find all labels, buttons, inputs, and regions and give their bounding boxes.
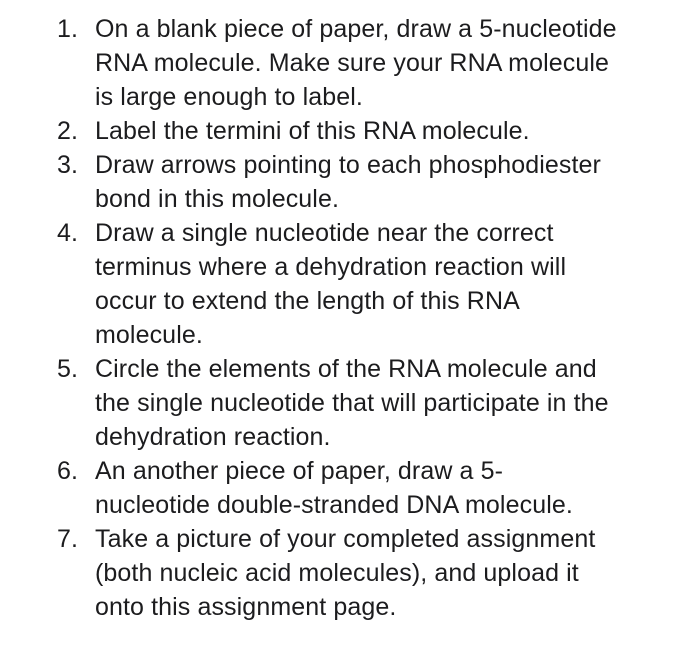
- item-number: 6.: [57, 457, 79, 485]
- item-line: Draw arrows pointing to each phosphodiester: [95, 151, 601, 179]
- instruction-list: [0, 12, 700, 624]
- item-line: terminus where a dehydration reaction will: [95, 253, 567, 281]
- instruction-item-2: [0, 114, 700, 148]
- item-number: 3.: [57, 151, 79, 179]
- item-line: An another piece of paper, draw a 5-: [95, 457, 504, 485]
- item-number: 1.: [57, 15, 79, 43]
- item-line: dehydration reaction.: [95, 423, 331, 451]
- item-number: 4.: [57, 219, 79, 247]
- item-line: (both nucleic acid molecules), and upload it: [95, 559, 579, 587]
- item-line: Label the termini of this RNA molecule.: [95, 117, 530, 145]
- item-line: occur to extend the length of this RNA: [95, 287, 520, 315]
- item-line: RNA molecule. Make sure your RNA molecule: [95, 49, 610, 77]
- item-line: On a blank piece of paper, draw a 5-nucleotide: [95, 15, 617, 43]
- instruction-item-4: [0, 216, 700, 352]
- item-line: nucleotide double-stranded DNA molecule.: [95, 491, 573, 519]
- item-line: Draw a single nucleotide near the correct: [95, 219, 554, 247]
- item-number: 7.: [57, 525, 79, 553]
- item-line: Circle the elements of the RNA molecule and: [95, 355, 597, 383]
- item-line: is large enough to label.: [95, 83, 363, 111]
- item-number: 5.: [57, 355, 79, 383]
- instruction-item-5: [0, 352, 700, 454]
- item-line: Take a picture of your completed assignment: [95, 525, 596, 553]
- instruction-item-3: [0, 148, 700, 216]
- instruction-item-1: [0, 12, 700, 114]
- instruction-item-6: [0, 454, 700, 522]
- instruction-item-7: [0, 522, 700, 624]
- item-line: bond in this molecule.: [95, 185, 340, 213]
- item-line: the single nucleotide that will participate in the: [95, 389, 609, 417]
- item-line: molecule.: [95, 321, 203, 349]
- item-number: 2.: [57, 117, 79, 145]
- item-line: onto this assignment page.: [95, 593, 397, 621]
